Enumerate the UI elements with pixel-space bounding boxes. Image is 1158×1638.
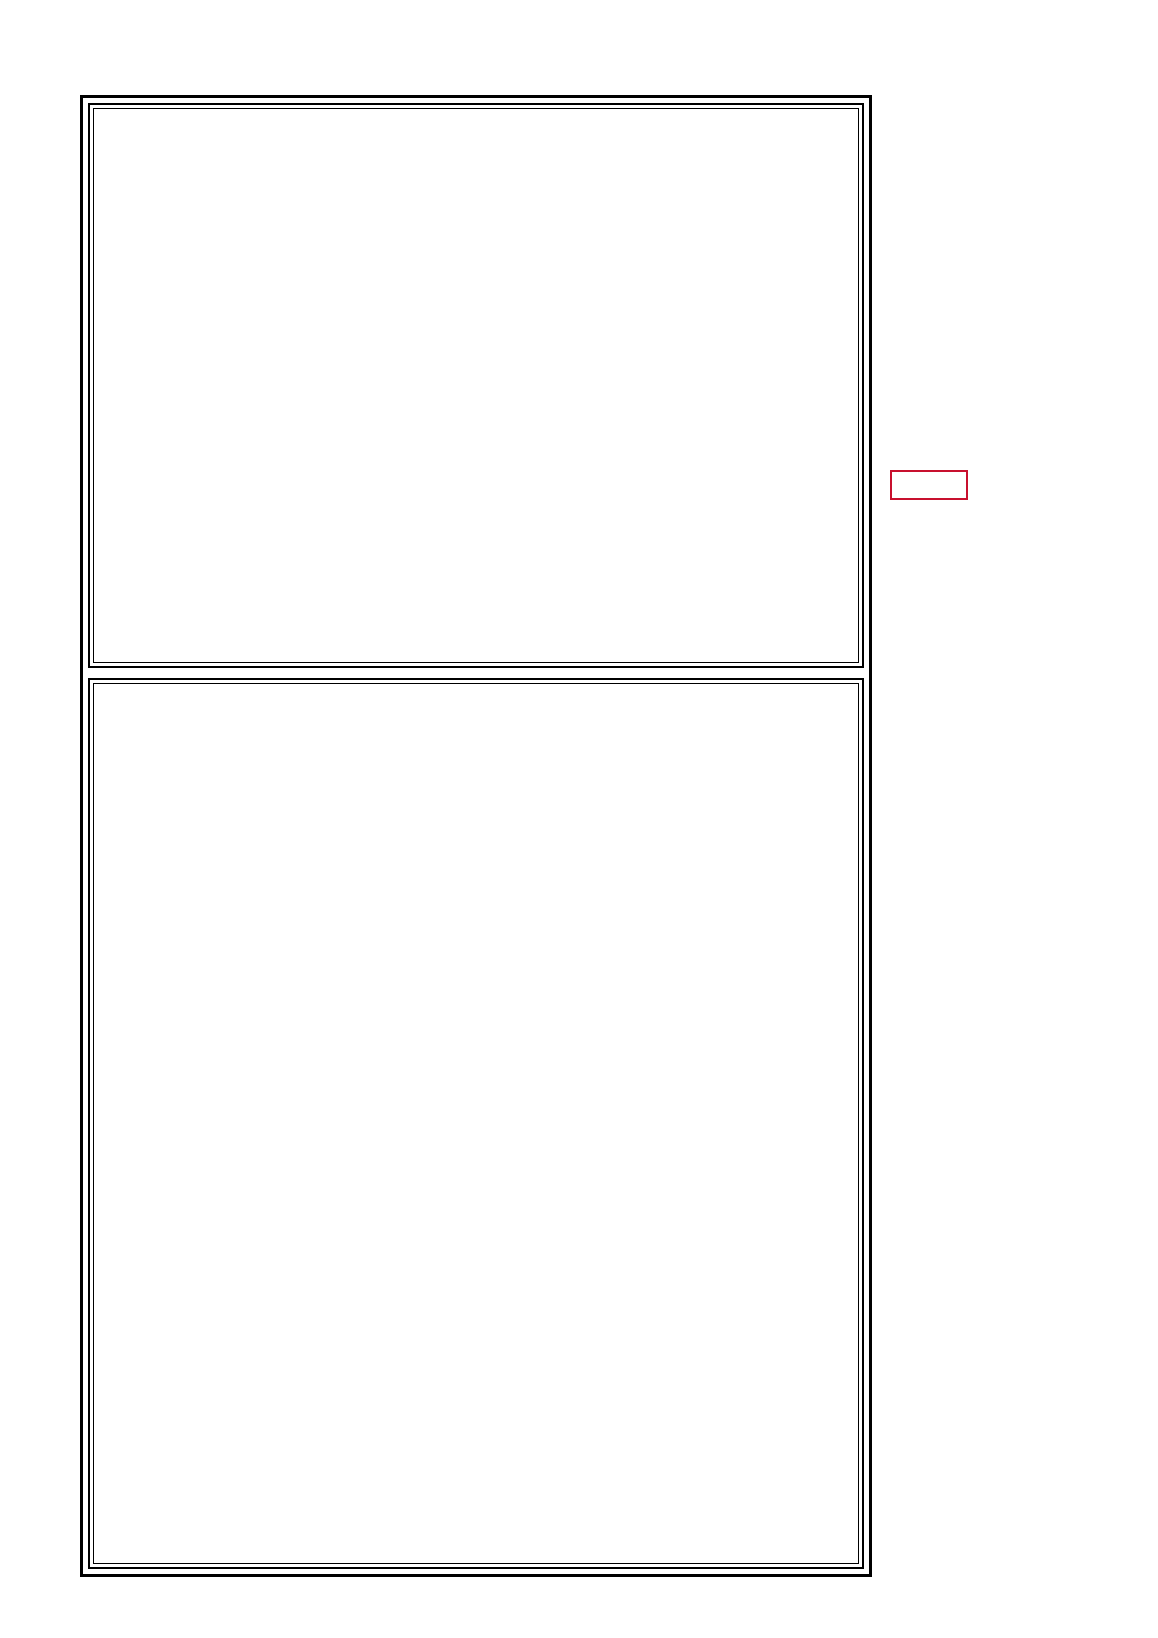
commentary-text bbox=[112, 706, 840, 720]
page-frame bbox=[80, 95, 872, 1577]
commentary-box bbox=[88, 678, 864, 1569]
hadith-number-box bbox=[890, 470, 968, 500]
hadith-text-box bbox=[88, 103, 864, 668]
